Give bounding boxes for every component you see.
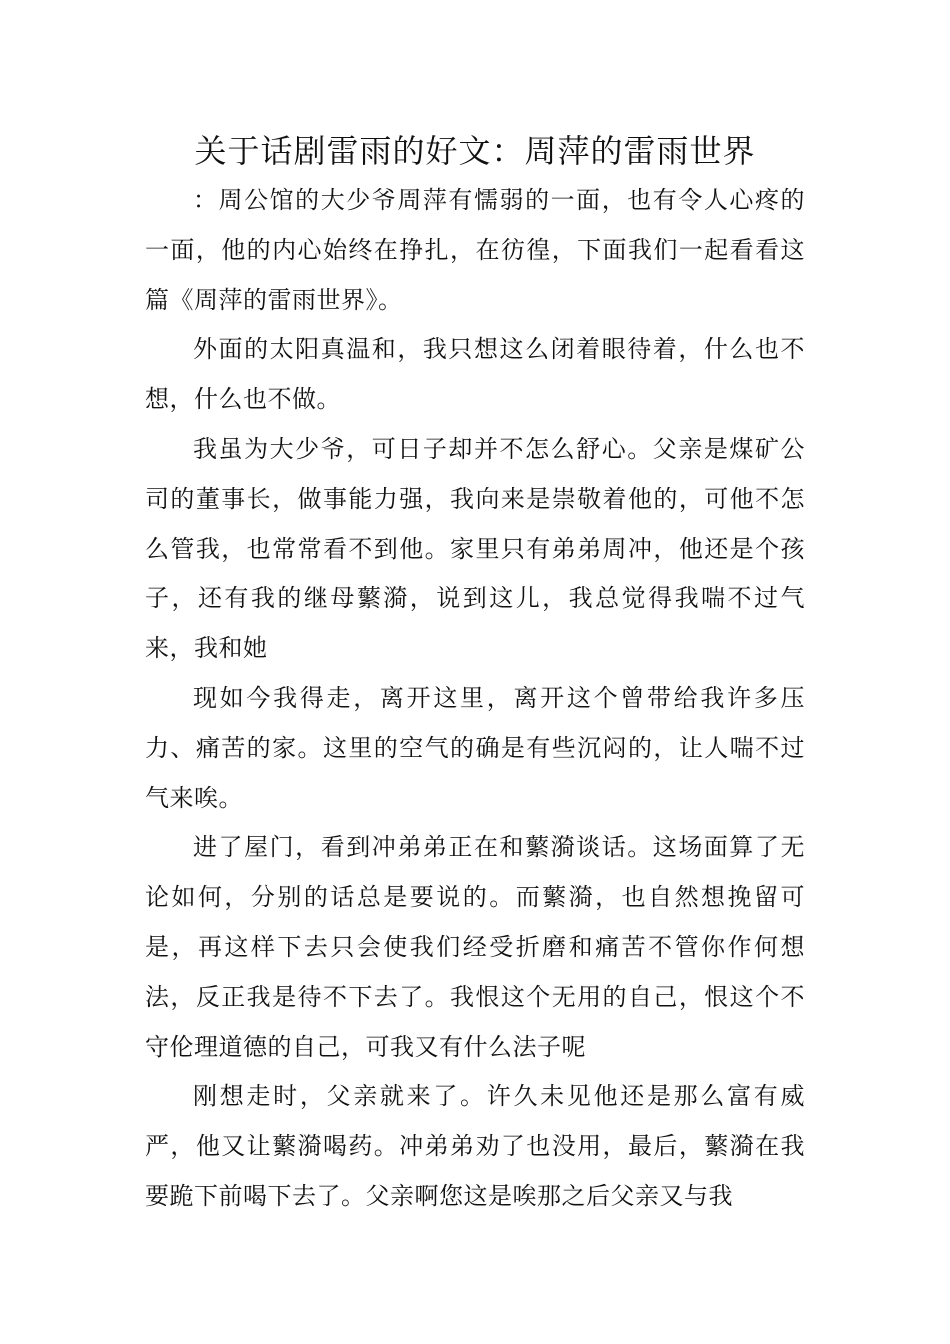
paragraph-intro: ：周公馆的大少爷周萍有懦弱的一面，也有令人心疼的一面，他的内心始终在挣扎，在彷徨，下面我们一起看看这篇《周萍的雷雨世界》。: [145, 186, 805, 314]
paragraph-3: 我虽为大少爷，可日子却并不怎么舒心。父亲是煤矿公司的董事长，做事能力强，我向来是崇敬着他的，可他不怎么管我，也常常看不到他。家里只有弟弟周冲，他还是个孩子，还有我的继母蘩漪，说到这儿，我总觉得我喘不过气来，我和她: [145, 434, 805, 663]
paragraph-5: 进了屋门，看到冲弟弟正在和蘩漪谈话。这场面算了无论如何，分别的话总是要说的。而蘩漪，也自然想挽留可是，再这样下去只会使我们经受折磨和痛苦不管你作何想法，反正我是待不下去了。我恨这个无用的自己，恨这个不守伦理道德的自己，可我又有什么法子呢: [145, 833, 805, 1061]
paragraph-6: 刚想走时，父亲就来了。许久未见他还是那么富有威严，他又让蘩漪喝药。冲弟弟劝了也没用，最后，蘩漪在我要跪下前喝下去了。父亲啊您这是唉那之后父亲又与我: [145, 1082, 805, 1210]
paragraph-2: 外面的太阳真温和，我只想这么闭着眼待着，什么也不想，什么也不做。: [145, 335, 805, 414]
document-body: [145, 176, 805, 1222]
document-title: 关于话剧雷雨的好文：周萍的雷雨世界: [194, 132, 756, 170]
paragraph-4: 现如今我得走，离开这里，离开这个曾带给我许多压力、痛苦的家。这里的空气的确是有些沉闷的，让人喘不过气来唉。: [145, 683, 805, 812]
